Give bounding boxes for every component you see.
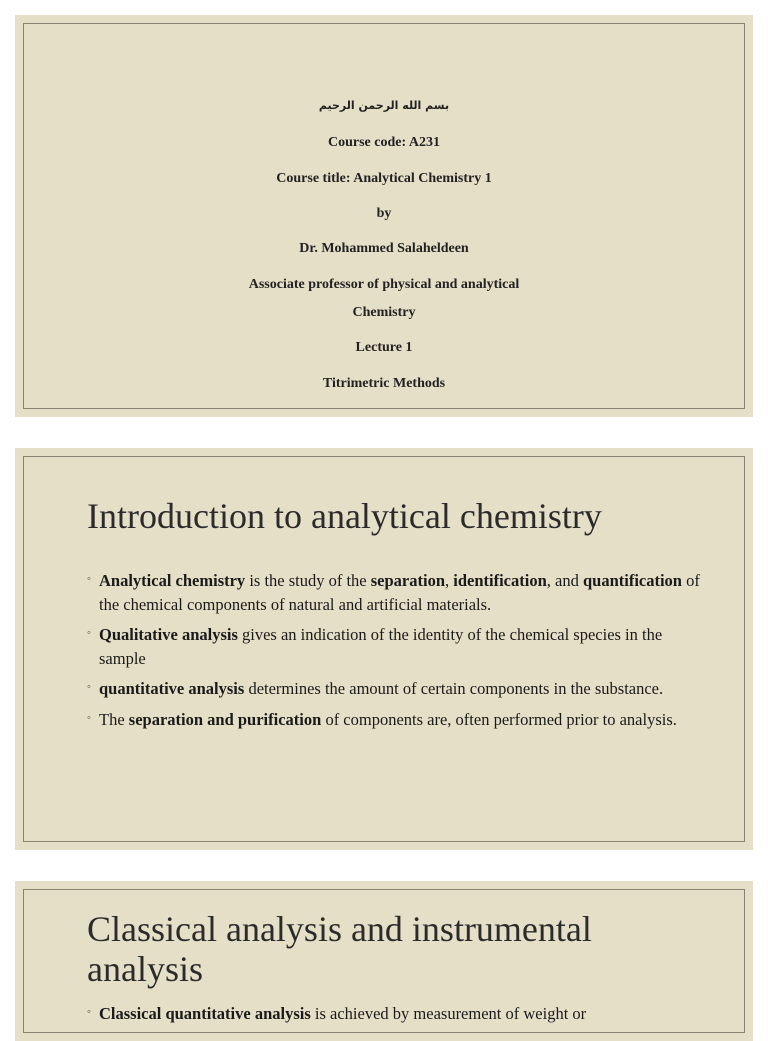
course-code: Course code: A231 — [328, 135, 440, 150]
title-slide — [15, 15, 753, 417]
bullet-item — [87, 708, 709, 732]
bullet-text: determines the amount of certain components in the substance. — [244, 679, 664, 698]
bullet-list — [87, 1002, 709, 1033]
bold-term: Analytical chemistry — [99, 571, 246, 590]
bullet-list — [87, 569, 709, 738]
bold-term: Qualitative analysis — [99, 625, 238, 644]
bullet-text: is achieved by measurement of weight or — [310, 1004, 587, 1023]
lecture-number: Lecture 1 — [355, 340, 413, 355]
bullet-text: gives an indication of the identity of the chemical species in the sample — [99, 625, 663, 668]
bullet-icon: ◦ — [87, 681, 91, 693]
intro-slide — [15, 448, 753, 850]
author-position-line2: Chemistry — [352, 305, 416, 320]
slide-title: Introduction to analytical chemistry — [87, 496, 602, 536]
bullet-text: of the chemical components of natural and artificial materials. — [99, 571, 700, 614]
classical-analysis-slide — [15, 881, 753, 1041]
bold-term: quantification — [582, 571, 682, 590]
bullet-icon: ◦ — [87, 1006, 91, 1018]
bullet-text: The — [99, 709, 129, 729]
bold-term: quantitative analysis — [99, 679, 245, 698]
bold-term: Classical quantitative analysis — [99, 1004, 311, 1023]
slide-title-line1: Classical analysis and instrumental — [87, 909, 592, 949]
slide-title-line2: analysis — [87, 949, 203, 989]
author-name: Dr. Mohammed Salaheldeen — [299, 241, 469, 256]
basmala-text: بسم الله الرحمن الرحيم — [318, 99, 450, 112]
bullet-text: , and — [546, 571, 583, 590]
bullet-item — [87, 623, 709, 670]
bullet-icon: ◦ — [87, 627, 91, 639]
bullet-text: , — [445, 571, 454, 590]
bold-term: identification — [453, 571, 547, 590]
bold-term: separation and purification — [128, 709, 322, 729]
author-position-line1: Associate professor of physical and analytical — [248, 277, 520, 292]
bullet-text: is the study of the — [245, 571, 371, 590]
bullet-icon: ◦ — [87, 711, 91, 724]
bullet-item — [87, 677, 709, 701]
bullet-item — [87, 1002, 709, 1026]
lecture-topic: Titrimetric Methods — [322, 376, 446, 391]
bold-term: separation — [370, 571, 446, 590]
bullet-icon: ◦ — [87, 573, 91, 585]
by-text: by — [376, 206, 392, 221]
bullet-item — [87, 569, 709, 616]
course-title: Course title: Analytical Chemistry 1 — [276, 171, 492, 186]
slide-title — [87, 909, 713, 989]
bullet-text: of components are, often performed prior to analysis. — [321, 709, 677, 729]
